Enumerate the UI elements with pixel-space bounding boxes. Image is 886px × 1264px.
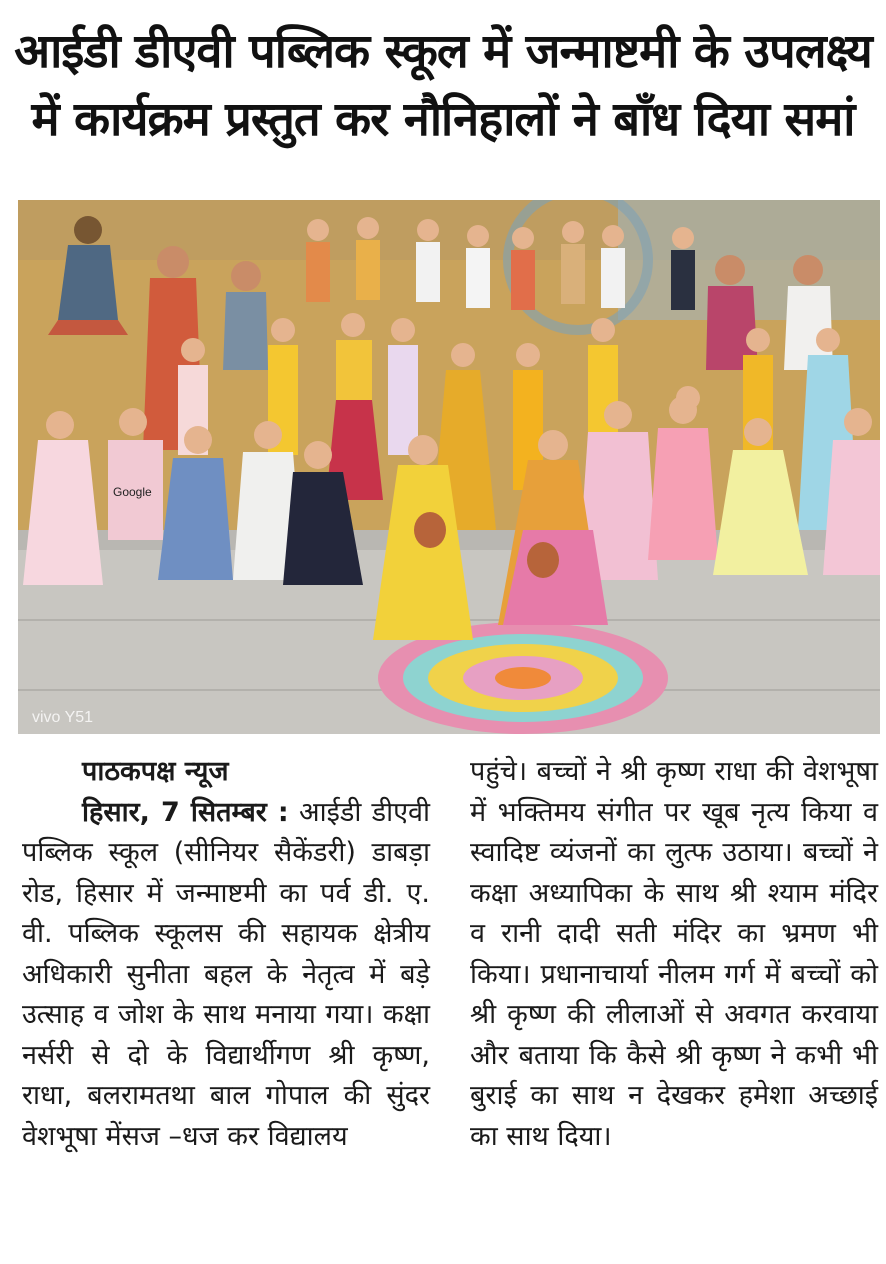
article-right-body: पहुंचे। बच्चों ने श्री कृष्ण राधा की वेशभूषा में भक्तिमय संगीत पर खूब नृत्य किया व स्वादिष्ट व्यंजनों का लुत्फ उठाया। बच्चों ने कक्षा अध्यापिका के साथ श्री श्याम मंदिर व रानी दादी सती मंदिर का भ्रमण भी किया। प्रधानाचार्या नीलम गर्ग में बच्चों को श्री कृष्ण की लीलाओं से अवगत करवाया और बताया कि कैसे श्री कृष्ण ने कभी भी बुराई का साथ न देखकर हमेशा अच्छाई का साथ दिया। xyxy=(470,756,878,1152)
event-photo-illustration xyxy=(18,200,880,734)
event-photo xyxy=(18,200,880,734)
byline: पाठकपक्ष न्यूज xyxy=(82,756,229,787)
article-column-left xyxy=(22,752,430,1157)
article-left-body: आईडी डीएवी पब्लिक स्कूल (सीनियर सैकेंडरी) डाबड़ा रोड, हिसार में जन्माष्टमी का पर्व डी. ए. वी. पब्लिक स्कूलस की सहायक क्षेत्रीय अधिकारी सुनीता बहल के नेतृत्व में बड़े उत्साह व जोश के साथ मनाया गया। कक्षा नर्सरी से दो के विद्यार्थीगण श्री कृष्ण, राधा, बलरामतथा बाल गोपाल की सुंदर वेशभूषा मेंसज –धज कर विद्यालय xyxy=(22,796,431,1152)
headline xyxy=(0,18,886,154)
headline-line-2: में कार्यक्रम प्रस्तुत कर नौनिहालों ने बाँध दिया समां xyxy=(31,92,855,147)
photo-watermark: vivo Y51 xyxy=(32,709,94,726)
headline-line-1: आईडी डीएवी पब्लिक स्कूल में जन्माष्टमी के उपलक्ष्य xyxy=(14,24,872,79)
dateline: हिसार, 7 सितम्बर : xyxy=(82,796,289,828)
shirt-text: Google xyxy=(113,485,152,499)
article-column-right xyxy=(470,752,878,1157)
article-left-paragraph xyxy=(22,793,430,1158)
